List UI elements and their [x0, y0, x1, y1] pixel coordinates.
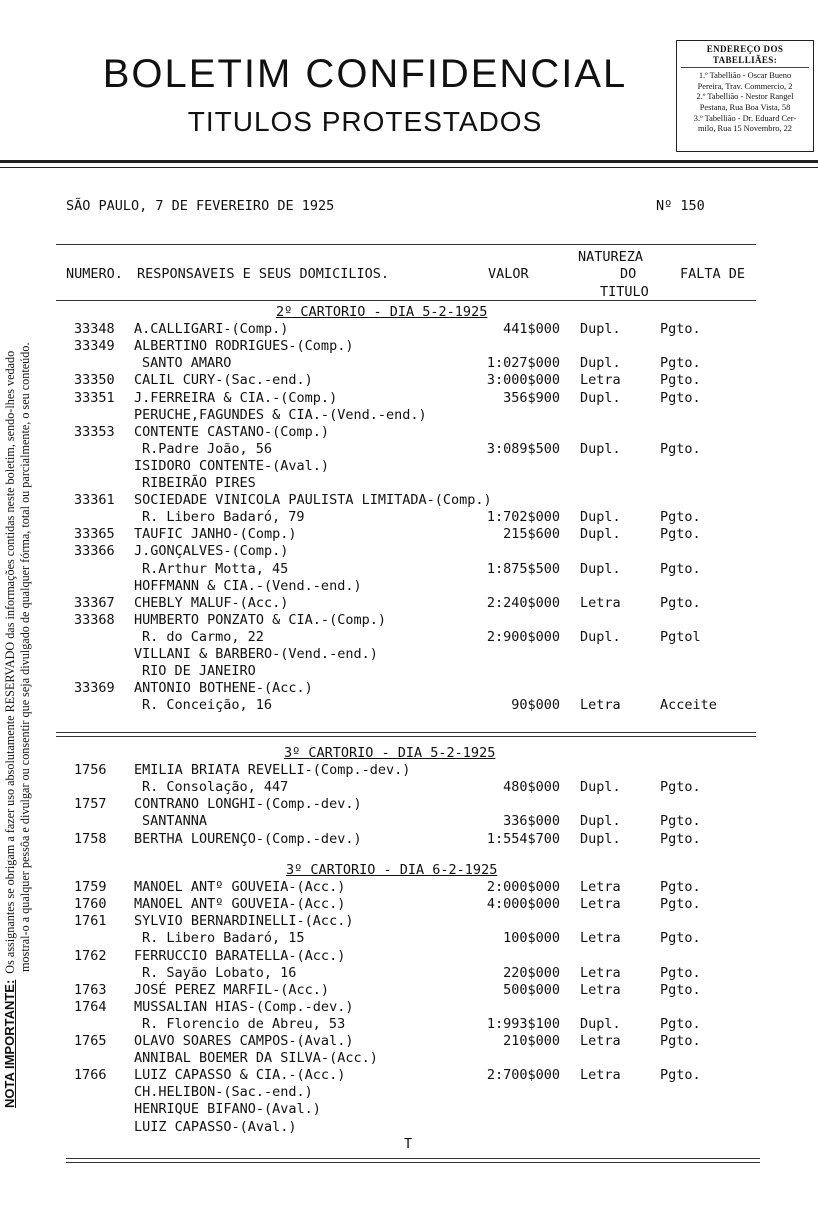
responsible-party: R.Arthur Motta, 45 — [142, 560, 289, 577]
protest-reason: Acceite — [660, 697, 717, 714]
table-row — [0, 796, 818, 813]
title-value: 1:993$100 — [486, 1015, 560, 1032]
title-value: 1:702$000 — [486, 509, 560, 526]
responsible-party: CONTRANO LONGHI-(Comp.-dev.) — [134, 796, 362, 813]
table-row — [0, 1084, 818, 1101]
title-value: 1:027$000 — [486, 355, 560, 372]
table-row — [0, 999, 818, 1016]
responsible-party: HOFFMANN & CIA.-(Vend.-end.) — [134, 577, 362, 594]
col-header-valor: VALOR — [488, 266, 529, 282]
table-row — [0, 1119, 818, 1136]
table-row — [0, 441, 818, 458]
protest-reason: Pgto. — [660, 1015, 701, 1032]
col-header-do: DO — [620, 266, 637, 282]
title-value: 356$900 — [503, 389, 560, 406]
title-nature: Letra — [580, 896, 621, 913]
address-box-heading: ENDEREÇO DOS TABELLIÃES: — [681, 44, 809, 68]
protest-reason: Pgto. — [660, 1033, 701, 1049]
col-header-natureza: NATUREZA — [578, 249, 644, 265]
protest-reason: Pgto. — [660, 779, 701, 796]
protest-reason: Pgto. — [660, 526, 701, 543]
titulo-number: 33350 — [74, 372, 115, 389]
table-row — [0, 813, 818, 830]
responsible-party: ISIDORO CONTENTE-(Aval.) — [134, 457, 330, 474]
titulo-number: 1764 — [74, 998, 107, 1015]
table-row — [0, 629, 818, 646]
table-row — [0, 1016, 818, 1033]
title-nature: Dupl. — [580, 355, 621, 372]
protest-reason: Pgto. — [660, 830, 701, 847]
title-value: 100$000 — [503, 930, 560, 947]
table-row — [0, 1067, 818, 1084]
title-value: 2:900$000 — [486, 628, 560, 645]
responsible-party: RIBEIRÃO PIRES — [142, 475, 256, 491]
titulo-number: 1766 — [74, 1067, 107, 1084]
col-header-falta: FALTA DE — [680, 266, 746, 282]
title-value: 336$000 — [503, 813, 560, 830]
title-nature: Dupl. — [580, 830, 621, 847]
dateline: SÃO PAULO, 7 DE FEVEREIRO DE 1925 — [66, 198, 335, 214]
protest-reason: Pgto. — [660, 321, 701, 338]
title-value: 1:875$500 — [486, 560, 560, 577]
protest-reason: Pgto. — [660, 981, 701, 998]
titulo-number: 1763 — [74, 981, 107, 998]
footer-mark: T — [404, 1136, 413, 1152]
responsible-party: R. Conceição, 16 — [142, 697, 273, 714]
table-row — [0, 930, 818, 947]
protest-reason: Pgto. — [660, 879, 701, 896]
title-nature: Dupl. — [580, 509, 621, 526]
responsible-party: SANTANNA — [142, 813, 208, 830]
title-value: 1:554$700 — [486, 830, 560, 847]
table-row — [0, 646, 818, 663]
responsible-party: MUSSALIAN HIAS-(Comp.-dev.) — [134, 998, 354, 1015]
titulo-number: 33361 — [74, 492, 115, 509]
responsible-party: A.CALLIGARI-(Comp.) — [134, 321, 289, 338]
table-row — [0, 982, 818, 999]
responsible-party: SANTO AMARO — [142, 355, 232, 372]
header-bottom-rule — [56, 300, 756, 301]
table-row — [0, 1101, 818, 1118]
responsible-party: MANOEL ANTº GOUVEIA-(Acc.) — [134, 879, 346, 896]
table-row — [0, 831, 818, 848]
responsible-party: VILLANI & BARBERO-(Vend.-end.) — [134, 646, 378, 662]
titulo-number: 1758 — [74, 830, 107, 847]
titulo-number: 33348 — [74, 321, 115, 338]
table-row — [0, 492, 818, 509]
table-row — [0, 612, 818, 629]
titulo-number: 1762 — [74, 947, 107, 964]
protest-reason: Pgto. — [660, 896, 701, 913]
protest-reason: Pgto. — [660, 560, 701, 577]
table-row — [0, 509, 818, 526]
table-row — [0, 762, 818, 779]
titulo-number: 33353 — [74, 423, 115, 440]
titulo-number: 1760 — [74, 896, 107, 913]
footer-rule — [66, 1158, 760, 1159]
protest-reason: Pgto. — [660, 509, 701, 526]
responsible-party: FERRUCCIO BARATELLA-(Acc.) — [134, 947, 346, 964]
title-value: 3:000$000 — [486, 372, 560, 389]
section-rule — [56, 732, 756, 733]
responsible-party: R. do Carmo, 22 — [142, 628, 264, 645]
titulo-number: 33349 — [74, 338, 115, 355]
responsible-party: R. Florencio de Abreu, 53 — [142, 1015, 346, 1032]
bulletin-number: Nº 150 — [656, 198, 705, 214]
title-nature: Dupl. — [580, 560, 621, 577]
title-value: 2:240$000 — [486, 594, 560, 611]
protest-reason: Pgto. — [660, 594, 701, 611]
title-nature: Dupl. — [580, 813, 621, 830]
table-row — [0, 913, 818, 930]
responsible-party: R. Sayão Lobato, 16 — [142, 964, 297, 981]
protest-reason: Pgto. — [660, 1067, 701, 1084]
responsible-party: ALBERTINO RODRIGUES-(Comp.) — [134, 338, 354, 355]
title-value: 90$000 — [511, 697, 560, 714]
title-nature: Letra — [580, 697, 621, 714]
title-nature: Letra — [580, 964, 621, 981]
table-row — [0, 1050, 818, 1067]
protest-reason: Pgto. — [660, 372, 701, 389]
protest-reason: Pgto. — [660, 813, 701, 830]
titulo-number: 33367 — [74, 594, 115, 611]
title-nature: Dupl. — [580, 440, 621, 457]
responsible-party: R. Libero Badaró, 15 — [142, 930, 305, 947]
bulletin-subtitle: TITULOS PROTESTADOS — [187, 106, 543, 137]
table-row — [0, 578, 818, 595]
titulo-number: 1765 — [74, 1033, 107, 1049]
protest-reason: Pgto. — [660, 440, 701, 457]
table-row — [0, 407, 818, 424]
table-row — [0, 475, 818, 492]
table-row — [0, 779, 818, 796]
title-nature: Letra — [580, 1033, 621, 1049]
responsible-party: EMILIA BRIATA REVELLI-(Comp.-dev.) — [134, 762, 411, 779]
title-nature: Letra — [580, 981, 621, 998]
table-row — [0, 561, 818, 578]
important-note-line-1: Os assignantes se obrigam a fazer uso absolutamente RESERVADO das informações contidas neste boletim, sendo-lhes vedado — [3, 350, 17, 974]
table-row — [0, 321, 818, 338]
important-note-label: NOTA IMPORTANTE: — [2, 979, 17, 1108]
responsible-party: SOCIEDADE VINICOLA PAULISTA LIMITADA-(Comp.) — [134, 492, 492, 509]
table-row — [0, 458, 818, 475]
bulletin-title: BOLETIM CONFIDENCIAL — [102, 52, 628, 96]
table-row — [0, 663, 818, 680]
table-row — [0, 595, 818, 612]
table-row — [0, 338, 818, 355]
title-nature: Dupl. — [580, 321, 621, 338]
title-nature: Dupl. — [580, 628, 621, 645]
col-header-numero: NUMERO. — [66, 266, 123, 282]
responsible-party: OLAVO SOARES CAMPOS-(Aval.) — [134, 1033, 354, 1049]
responsible-party: CHEBLY MALUF-(Acc.) — [134, 594, 289, 611]
protest-reason: Pgto. — [660, 389, 701, 406]
protest-reason: Pgtol — [660, 628, 701, 645]
title-value: 3:089$500 — [486, 440, 560, 457]
title-value: 441$000 — [503, 321, 560, 338]
titulo-number: 1756 — [74, 762, 107, 779]
table-row — [0, 879, 818, 896]
titulo-number: 1761 — [74, 913, 107, 930]
table-row — [0, 390, 818, 407]
title-value: 210$000 — [503, 1033, 560, 1049]
title-nature: Dupl. — [580, 389, 621, 406]
title-value: 4:000$000 — [486, 896, 560, 913]
important-note-line-2: mostral-o a qualquer pessôa e divulgar ou consentir que seja divulgado de qualquer fórma, total ou parcialmente, o seu conteúdo. — [18, 342, 32, 972]
responsible-party: PERUCHE,FAGUNDES & CIA.-(Vend.-end.) — [134, 406, 427, 423]
title-value: 215$600 — [503, 526, 560, 543]
responsible-party: RIO DE JANEIRO — [142, 663, 256, 680]
table-row — [0, 697, 818, 714]
address-line: Pereira, Trav. Commercio, 2 — [697, 81, 793, 91]
section-heading: 3º CARTORIO - DIA 6-2-1925 — [286, 862, 498, 878]
responsible-party: LUIZ CAPASSO & CIA.-(Acc.) — [134, 1067, 346, 1084]
protest-reason: Pgto. — [660, 964, 701, 981]
responsible-party: ANNIBAL BOEMER DA SILVA-(Acc.) — [134, 1050, 378, 1067]
address-line: Pestana, Rua Boa Vista, 58 — [699, 102, 791, 112]
table-row — [0, 543, 818, 560]
section-rule — [56, 736, 756, 737]
section-heading: 2º CARTORIO - DIA 5-2-1925 — [276, 304, 488, 320]
table-row — [0, 680, 818, 697]
title-nature: Dupl. — [580, 779, 621, 796]
table-top-rule — [56, 244, 756, 245]
responsible-party: HUMBERTO PONZATO & CIA.-(Comp.) — [134, 611, 386, 628]
titulo-number: 33368 — [74, 611, 115, 628]
responsible-party: CALIL CURY-(Sac.-end.) — [134, 372, 313, 389]
table-row — [0, 372, 818, 389]
title-value: 480$000 — [503, 779, 560, 796]
table-row — [0, 424, 818, 441]
responsible-party: J.FERREIRA & CIA.-(Comp.) — [134, 389, 338, 406]
title-nature: Letra — [580, 879, 621, 896]
header-divider-thin — [0, 167, 818, 168]
responsible-party: MANOEL ANTº GOUVEIA-(Acc.) — [134, 896, 346, 913]
responsible-party: CH.HELIBON-(Sac.-end.) — [134, 1084, 313, 1101]
table-row — [0, 948, 818, 965]
table-row — [0, 355, 818, 372]
protest-reason: Pgto. — [660, 930, 701, 947]
table-row — [0, 1033, 818, 1050]
important-note-sidebar — [2, 208, 54, 1108]
address-line: milo, Rua 15 Novembro, 22 — [698, 124, 792, 134]
responsible-party: R. Consolação, 447 — [142, 779, 289, 796]
responsible-party: ANTONIO BOTHENE-(Acc.) — [134, 680, 313, 697]
col-header-titulo: TITULO — [600, 284, 649, 300]
titulo-number: 1759 — [74, 879, 107, 896]
titulo-number: 1757 — [74, 796, 107, 813]
titulo-number: 33365 — [74, 526, 115, 543]
responsible-party: JOSÉ PEREZ MARFIL-(Acc.) — [134, 981, 330, 998]
responsible-party: HENRIQUE BIFANO-(Aval.) — [134, 1101, 321, 1118]
address-line: 1.º Tabellião - Oscar Bueno — [698, 71, 792, 81]
table-row — [0, 965, 818, 982]
section-heading: 3º CARTORIO - DIA 5-2-1925 — [284, 745, 496, 761]
title-nature: Letra — [580, 372, 621, 389]
titulo-number: 33351 — [74, 389, 115, 406]
header-divider-thick — [0, 160, 818, 163]
protest-reason: Pgto. — [660, 355, 701, 372]
title-nature: Letra — [580, 594, 621, 611]
title-value: 500$000 — [503, 981, 560, 998]
footer-rule — [66, 1162, 760, 1163]
title-value: 2:700$000 — [486, 1067, 560, 1084]
responsible-party: TAUFIC JANHO-(Comp.) — [134, 526, 297, 543]
titulo-number: 33369 — [74, 680, 115, 697]
responsible-party: CONTENTE CASTANO-(Comp.) — [134, 423, 330, 440]
title-value: 220$000 — [503, 964, 560, 981]
title-nature: Letra — [580, 1067, 621, 1084]
table-row — [0, 526, 818, 543]
tabelliaes-address-box — [676, 40, 814, 152]
responsible-party: BERTHA LOURENÇO-(Comp.-dev.) — [134, 830, 362, 847]
table-row — [0, 896, 818, 913]
titulo-number: 33366 — [74, 543, 115, 560]
responsible-party: R. Libero Badaró, 79 — [142, 509, 305, 526]
title-nature: Letra — [580, 930, 621, 947]
address-line: 2.º Tabellião - Nestor Rangel — [696, 92, 794, 102]
title-value: 2:000$000 — [486, 879, 560, 896]
title-nature: Dupl. — [580, 1015, 621, 1032]
responsible-party: SYLVIO BERNARDINELLI-(Acc.) — [134, 913, 354, 930]
responsible-party: J.GONÇALVES-(Comp.) — [134, 543, 289, 560]
responsible-party: R.Padre João, 56 — [142, 440, 273, 457]
address-line: 3.º Tabellião - Dr. Eduard Cer- — [693, 113, 797, 123]
responsible-party: LUIZ CAPASSO-(Aval.) — [134, 1118, 297, 1135]
col-header-responsaveis: RESPONSAVEIS E SEUS DOMICILIOS. — [137, 266, 389, 282]
title-nature: Dupl. — [580, 526, 621, 543]
